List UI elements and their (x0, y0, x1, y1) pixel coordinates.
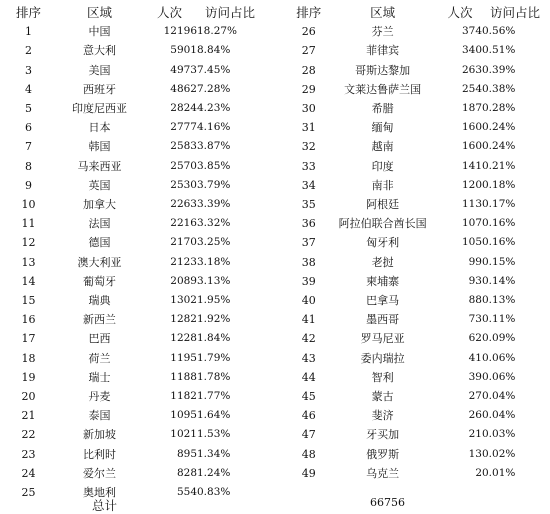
share-cell: 0.14% (482, 274, 516, 287)
rank-cell: 17 (21, 332, 36, 346)
share-cell: 3.13% (197, 274, 231, 287)
table-row (290, 80, 550, 99)
region-cell: 蒙古 (371, 390, 394, 404)
share-cell: 1.53% (197, 428, 231, 441)
right-ranking-table (290, 3, 550, 483)
region-cell: 爱尔兰 (83, 466, 116, 480)
region-cell: 柬埔寨 (366, 274, 400, 288)
share-cell: 3.25% (197, 236, 231, 249)
rank-cell: 21 (21, 409, 36, 423)
region-cell: 缅甸 (371, 121, 394, 135)
visits-cell: 1228 (170, 332, 197, 345)
share-cell: 0.16% (482, 236, 516, 249)
rank-cell: 26 (301, 25, 316, 39)
rank-cell: 31 (301, 121, 316, 135)
share-cell: 3.79% (197, 178, 231, 191)
visits-cell: 1188 (170, 370, 197, 383)
share-cell: 0.38% (482, 82, 516, 95)
rank-cell: 47 (301, 428, 316, 442)
share-cell: 0.04% (482, 409, 516, 422)
header-rank: 排序 (296, 5, 322, 20)
share-cell: 1.77% (197, 390, 231, 403)
table-row (0, 233, 272, 252)
rank-cell: 1 (25, 25, 32, 39)
visits-cell: 895 (176, 447, 197, 460)
share-cell: 1.79% (197, 351, 231, 364)
share-cell: 0.01% (482, 466, 516, 479)
rank-cell: 8 (25, 159, 32, 173)
region-cell: 新加坡 (83, 428, 116, 442)
share-cell: 0.56% (482, 25, 516, 38)
region-cell: 墨西哥 (366, 313, 400, 327)
visits-cell: 1095 (170, 409, 197, 422)
table-row (290, 464, 550, 483)
visits-cell: 2824 (170, 102, 197, 115)
visits-cell: 13 (468, 447, 482, 460)
visits-cell: 21 (468, 428, 482, 441)
share-cell: 1.34% (197, 447, 231, 460)
share-cell: 4.16% (197, 121, 231, 134)
share-cell: 0.28% (482, 102, 516, 115)
right-table-body (290, 22, 550, 483)
rank-cell: 13 (21, 255, 36, 269)
rank-cell: 10 (21, 198, 36, 212)
region-cell: 中国 (88, 25, 111, 39)
table-row (0, 387, 272, 406)
visits-cell: 73 (468, 313, 482, 326)
region-cell: 澳大利亚 (77, 255, 122, 269)
share-cell: 3.18% (197, 255, 231, 268)
share-cell: 1.84% (197, 332, 231, 345)
visits-cell: 26 (468, 409, 482, 422)
rank-cell: 24 (21, 466, 36, 480)
rank-cell: 39 (301, 274, 316, 288)
left-ranking-table (0, 3, 272, 502)
share-cell: 8.84% (197, 44, 231, 57)
share-cell: 1.95% (197, 294, 231, 307)
region-cell: 巴拿马 (366, 294, 400, 308)
share-cell: 0.15% (482, 255, 516, 268)
table-row (290, 157, 550, 176)
share-cell: 0.24% (482, 140, 516, 153)
table-row (0, 329, 272, 348)
share-cell: 0.39% (482, 63, 516, 76)
region-cell: 韩国 (88, 140, 111, 154)
region-cell: 乌克兰 (366, 466, 400, 480)
table-row (290, 176, 550, 195)
visits-cell: 2170 (170, 236, 197, 249)
share-cell: 3.87% (197, 140, 231, 153)
region-cell: 印度 (371, 159, 394, 173)
visits-cell: 160 (461, 121, 482, 134)
share-cell: 3.85% (197, 159, 231, 172)
header-row (0, 3, 272, 22)
region-cell: 文莱达鲁萨兰国 (344, 82, 422, 96)
share-cell: 4.23% (197, 102, 231, 115)
visits-cell: 1182 (170, 390, 197, 403)
visits-cell: 2263 (170, 198, 197, 211)
table-row (0, 368, 272, 387)
table-row (290, 233, 550, 252)
share-cell: 0.11% (482, 313, 516, 326)
rank-cell: 5 (25, 102, 32, 116)
rank-cell: 11 (21, 217, 36, 231)
rank-cell: 49 (301, 466, 316, 480)
region-cell: 俄罗斯 (366, 447, 400, 461)
rank-cell: 2 (25, 44, 32, 58)
visits-cell: 27 (468, 390, 482, 403)
rank-cell: 6 (25, 121, 32, 135)
rank-cell: 48 (301, 447, 316, 461)
rank-cell: 43 (301, 351, 316, 365)
share-cell: 0.51% (482, 44, 516, 57)
table-row (290, 214, 550, 233)
visits-cell: 107 (461, 217, 482, 230)
rank-cell: 34 (301, 178, 316, 192)
rank-cell: 25 (21, 486, 36, 500)
table-row (0, 137, 272, 156)
table-row (0, 41, 272, 60)
share-cell: 1.78% (197, 370, 231, 383)
region-cell: 菲律宾 (366, 44, 400, 58)
region-cell: 比利时 (83, 447, 116, 461)
table-row (290, 41, 550, 60)
visits-cell: 88 (468, 294, 482, 307)
header-share: 访问占比 (490, 5, 541, 20)
visits-cell: 2530 (170, 178, 197, 191)
rank-cell: 16 (21, 313, 36, 327)
visits-cell: 263 (461, 63, 482, 76)
visits-cell: 1021 (170, 428, 197, 441)
table-row (290, 387, 550, 406)
region-cell: 智利 (371, 370, 394, 384)
rank-cell: 9 (25, 178, 32, 192)
region-cell: 泰国 (88, 409, 111, 423)
region-cell: 委内瑞拉 (360, 351, 405, 365)
rank-cell: 7 (25, 140, 32, 154)
rank-cell: 22 (21, 428, 36, 442)
table-row (290, 253, 550, 272)
visits-cell: 5901 (170, 44, 197, 57)
region-cell: 瑞典 (88, 294, 111, 308)
header-region: 区域 (370, 5, 396, 20)
share-cell: 0.03% (482, 428, 516, 441)
table-row (0, 483, 272, 502)
region-cell: 匈牙利 (366, 236, 400, 250)
left-table-body (0, 22, 272, 502)
visits-cell: 41 (468, 351, 482, 364)
visits-cell: 554 (176, 486, 197, 499)
visits-cell: 120 (461, 178, 482, 191)
share-cell: 0.16% (482, 217, 516, 230)
table-row (0, 118, 272, 137)
table-row (290, 137, 550, 156)
visits-cell: 4973 (170, 63, 197, 76)
share-cell: 7.28% (197, 82, 231, 95)
table-row (0, 406, 272, 425)
visits-cell: 340 (461, 44, 482, 57)
rank-cell: 15 (21, 294, 36, 308)
region-cell: 牙买加 (366, 428, 400, 442)
visits-cell: 2583 (170, 140, 197, 153)
table-row (290, 445, 550, 464)
visits-cell: 254 (461, 82, 482, 95)
region-cell: 阿根廷 (366, 198, 400, 212)
rank-cell: 14 (21, 274, 36, 288)
region-cell: 法国 (88, 217, 111, 231)
table-row (0, 272, 272, 291)
rank-cell: 40 (301, 294, 316, 308)
region-cell: 罗马尼亚 (360, 332, 405, 346)
header-row (290, 3, 550, 22)
table-row (0, 195, 272, 214)
visits-cell: 12196 (163, 25, 197, 38)
table-row (290, 349, 550, 368)
table-row (0, 176, 272, 195)
visits-cell: 113 (461, 198, 482, 211)
share-cell: 0.21% (482, 159, 516, 172)
rank-cell: 46 (301, 409, 316, 423)
share-cell: 7.45% (197, 63, 231, 76)
region-cell: 希腊 (371, 102, 394, 116)
region-cell: 奥地利 (83, 486, 116, 500)
share-cell: 3.39% (197, 198, 231, 211)
region-cell: 南非 (371, 178, 394, 192)
total-value: 66756 (370, 496, 405, 509)
visits-cell: 2 (475, 466, 482, 479)
rank-cell: 42 (301, 332, 316, 346)
rank-cell: 18 (21, 351, 36, 365)
visits-cell: 1195 (170, 351, 197, 364)
share-cell: 0.18% (482, 178, 516, 191)
share-cell: 0.06% (482, 351, 516, 364)
share-cell: 0.09% (482, 332, 516, 345)
table-row (0, 157, 272, 176)
visits-cell: 39 (468, 370, 482, 383)
region-cell: 加拿大 (83, 198, 116, 212)
total-label: 总计 (92, 498, 118, 513)
share-cell: 0.83% (197, 486, 231, 499)
rank-cell: 36 (301, 217, 316, 231)
visits-cell: 1302 (170, 294, 197, 307)
share-cell: 1.24% (197, 466, 231, 479)
visits-cell: 187 (461, 102, 482, 115)
table-row (290, 272, 550, 291)
visits-cell: 2216 (170, 217, 197, 230)
region-cell: 芬兰 (371, 25, 394, 39)
rank-cell: 30 (301, 102, 316, 116)
region-cell: 荷兰 (88, 351, 111, 365)
region-cell: 越南 (371, 140, 394, 154)
visits-cell: 105 (461, 236, 482, 249)
share-cell: 0.17% (482, 198, 516, 211)
table-row (0, 99, 272, 118)
table-row (0, 425, 272, 444)
table-row (0, 464, 272, 483)
table-row (290, 22, 550, 41)
visits-cell: 2123 (170, 255, 197, 268)
rank-cell: 45 (301, 390, 316, 404)
rank-cell: 44 (301, 370, 316, 384)
table-row (0, 349, 272, 368)
share-cell: 0.13% (482, 294, 516, 307)
region-cell: 老挝 (371, 255, 394, 269)
visits-cell: 62 (468, 332, 482, 345)
rank-cell: 35 (301, 198, 316, 212)
table-row (0, 22, 272, 41)
share-cell: 1.64% (197, 409, 231, 422)
table-row (290, 310, 550, 329)
region-cell: 葡萄牙 (83, 274, 116, 288)
rank-cell: 23 (21, 447, 36, 461)
visits-cell: 99 (468, 255, 482, 268)
table-row (290, 329, 550, 348)
visits-cell: 141 (461, 159, 482, 172)
region-cell: 丹麦 (88, 390, 111, 404)
table-row (290, 406, 550, 425)
visits-cell: 160 (461, 140, 482, 153)
visits-cell: 374 (461, 25, 482, 38)
rank-cell: 19 (21, 370, 36, 384)
share-cell: 1.92% (197, 313, 231, 326)
visits-cell: 2089 (170, 274, 197, 287)
header-visits: 人次 (447, 5, 473, 20)
rank-cell: 32 (301, 140, 316, 154)
table-row (0, 80, 272, 99)
header-region: 区域 (86, 5, 112, 20)
table-row (290, 425, 550, 444)
share-cell: 3.32% (197, 217, 231, 230)
table-row (0, 61, 272, 80)
region-cell: 瑞士 (88, 370, 111, 384)
rank-cell: 27 (301, 44, 316, 58)
rank-cell: 4 (25, 82, 32, 96)
rank-cell: 38 (301, 255, 316, 269)
rank-cell: 12 (21, 236, 36, 250)
rank-cell: 37 (301, 236, 316, 250)
visits-cell: 2570 (170, 159, 197, 172)
table-row (290, 99, 550, 118)
region-cell: 巴西 (88, 332, 111, 346)
rank-cell: 41 (301, 313, 316, 327)
table-row (0, 445, 272, 464)
rank-cell: 20 (21, 390, 36, 404)
visits-cell: 2777 (170, 121, 197, 134)
visits-cell: 1282 (170, 313, 197, 326)
region-cell: 新西兰 (83, 313, 116, 327)
share-cell: 0.04% (482, 390, 516, 403)
visits-cell: 4862 (170, 82, 197, 95)
table-row (0, 310, 272, 329)
rank-cell: 3 (25, 63, 32, 77)
region-cell: 德国 (88, 236, 111, 250)
header-rank: 排序 (15, 5, 41, 20)
table-row (0, 291, 272, 310)
share-cell: 0.24% (482, 121, 516, 134)
table-row (0, 214, 272, 233)
region-cell: 英国 (88, 178, 111, 192)
region-cell: 西班牙 (83, 82, 116, 96)
region-cell: 哥斯达黎加 (355, 63, 411, 77)
rank-cell: 29 (301, 82, 316, 96)
region-cell: 日本 (88, 121, 111, 135)
rank-cell: 28 (301, 63, 316, 77)
region-cell: 阿拉伯联合酋长国 (338, 217, 427, 231)
region-cell: 美国 (88, 63, 111, 77)
table-row (290, 195, 550, 214)
header-visits: 人次 (156, 5, 182, 20)
table-row (290, 61, 550, 80)
region-cell: 斐济 (371, 409, 394, 423)
header-share: 访问占比 (205, 5, 256, 20)
visits-cell: 93 (468, 274, 482, 287)
table-row (290, 118, 550, 137)
region-cell: 印度尼西亚 (72, 102, 127, 116)
region-cell: 意大利 (83, 44, 116, 58)
table-row (0, 253, 272, 272)
table-row (290, 368, 550, 387)
rank-cell: 33 (301, 159, 316, 173)
table-row (290, 291, 550, 310)
share-cell: 0.06% (482, 370, 516, 383)
visits-cell: 828 (176, 466, 197, 479)
share-cell: 18.27% (197, 25, 238, 38)
region-cell: 马来西亚 (77, 159, 122, 173)
share-cell: 0.02% (482, 447, 516, 460)
